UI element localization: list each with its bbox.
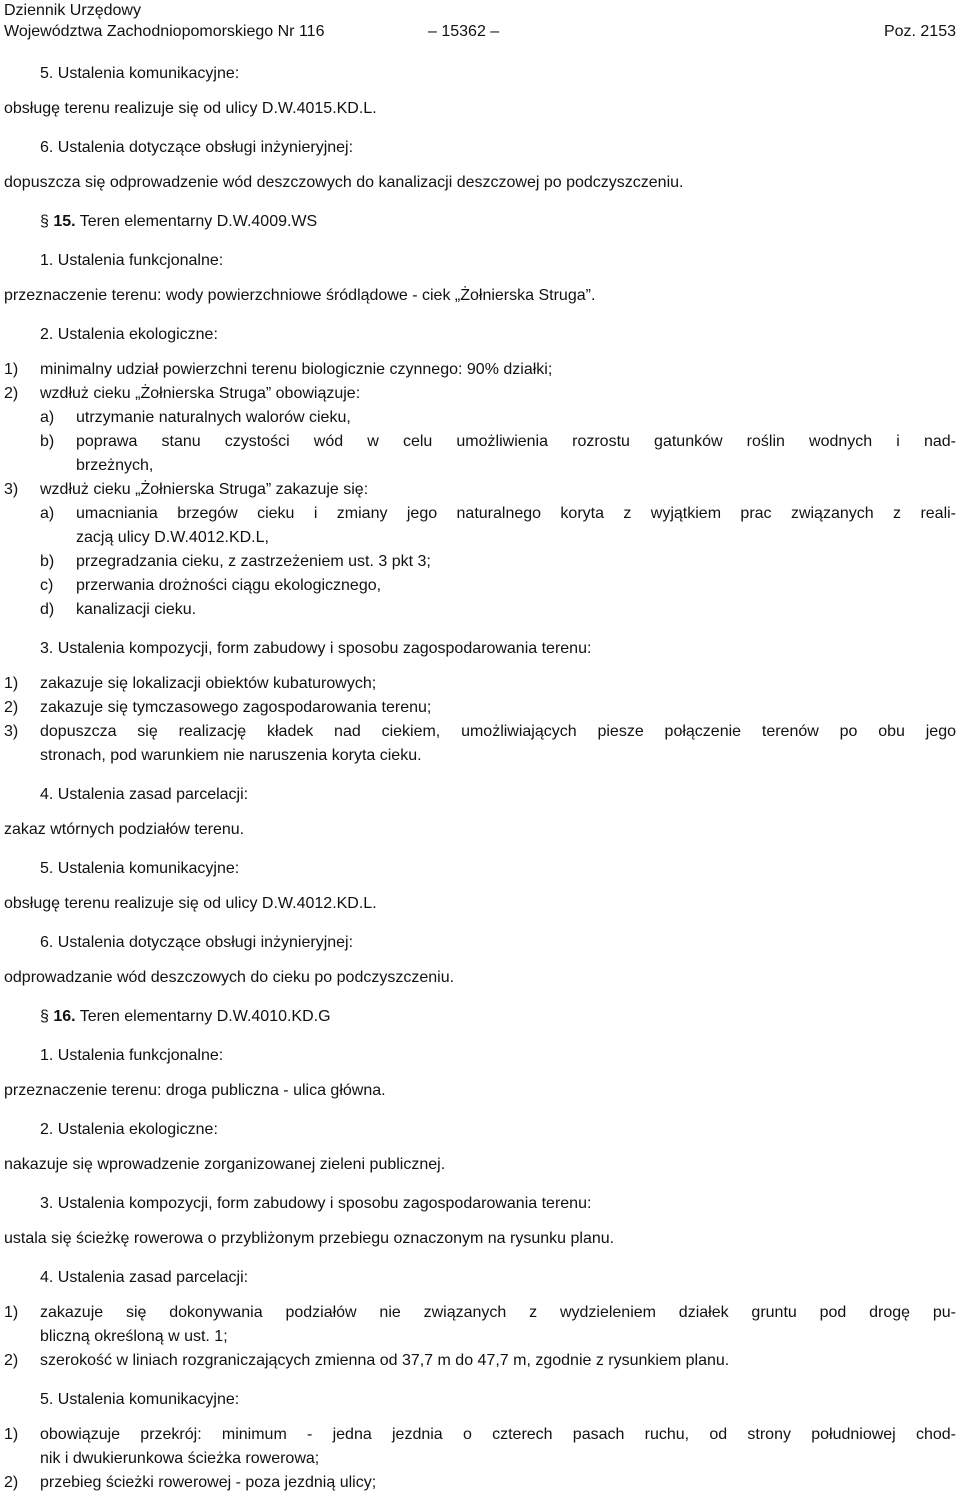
section-sign: § <box>40 1008 49 1025</box>
subsection-heading: 5. Ustalenia komunikacyjne: <box>40 860 240 877</box>
spacer <box>4 86 956 97</box>
subsection-heading: 3. Ustalenia kompozycji, form zabudowy i sposobu zagospodarowania terenu: <box>40 640 592 657</box>
list-item-label: 1) <box>4 1304 19 1321</box>
subsection-heading: 5. Ustalenia komunikacyjne: <box>40 1391 240 1408</box>
spacer <box>4 1216 956 1227</box>
section-title: Teren elementarny D.W.4009.WS <box>79 213 318 230</box>
list-item-text: wzdłuż cieku „Żołnierska Struga” obowiązuje: <box>40 385 361 402</box>
journal-title: Dziennik Urzędowy <box>4 2 141 19</box>
paragraph: obsługę terenu realizuje się od ulicy D.W.4015.KD.L. <box>4 100 377 117</box>
list-item-label: 3) <box>4 481 19 498</box>
list-item-text: minimalny udział powierzchni terenu biologicznie czynnego: 90% działki; <box>40 361 553 378</box>
list-item-text: szerokość w liniach rozgraniczających zmienna od 37,7 m do 47,7 m, zgodnie z rysunkiem planu. <box>40 1352 730 1369</box>
list-item-label: 1) <box>4 1426 19 1443</box>
subsection-heading: 1. Ustalenia funkcjonalne: <box>40 252 224 269</box>
spacer <box>4 121 956 136</box>
spacer <box>4 807 956 818</box>
list-item-text: zakazuje się dokonywania podziałów nie związanych z wydzieleniem działek gruntu pod drogę pu- <box>40 1304 956 1321</box>
sub-list-item <box>4 502 956 550</box>
list-item-text: zakazuje się tymczasowego zagospodarowania terenu; <box>40 699 432 716</box>
paragraph: ustala się ścieżkę rowerowa o przybliżonym przebiegu oznaczonym na rysunku planu. <box>4 1230 615 1247</box>
subsection-heading: 4. Ustalenia zasad parcelacji: <box>40 786 249 803</box>
section-number: 16. <box>53 1008 76 1025</box>
list-item-text: dopuszcza się realizację kładek nad ciekiem, umożliwiających piesze połączenie terenów po obu jego <box>40 723 956 740</box>
sub-list-item-label: b) <box>40 433 55 450</box>
document-body <box>4 62 956 1495</box>
list-item <box>4 1471 956 1495</box>
journal-issue: Województwa Zachodniopomorskiego Nr 116 <box>4 23 325 40</box>
section-heading <box>4 1005 956 1029</box>
spacer <box>4 1068 956 1079</box>
list-item <box>4 696 956 720</box>
subsection-heading: 4. Ustalenia zasad parcelacji: <box>40 1269 249 1286</box>
sub-list-item-text: utrzymanie naturalnych walorów cieku, <box>76 409 351 426</box>
sub-list-item-text: poprawa stanu czystości wód w celu umożliwienia rozrostu gatunków roślin wodnych i nad- <box>76 433 956 450</box>
sub-list-item <box>4 574 956 598</box>
list-item-text: zakazuje się lokalizacji obiektów kubaturowych; <box>40 675 377 692</box>
sub-list-item <box>4 550 956 574</box>
paragraph: dopuszcza się odprowadzenie wód deszczowych do kanalizacji deszczowej po podczyszczeniu. <box>4 174 684 191</box>
spacer <box>4 1142 956 1153</box>
list-item-label: 2) <box>4 385 19 402</box>
subsection-heading: 6. Ustalenia dotyczące obsługi inżynieryjnej: <box>40 139 354 156</box>
list-item-label: 2) <box>4 699 19 716</box>
spacer <box>4 1029 956 1044</box>
sub-list-item-label: a) <box>40 505 55 522</box>
sub-list-item-text: przegradzania cieku, z zastrzeżeniem ust. 3 pkt 3; <box>76 553 431 570</box>
spacer <box>4 622 956 637</box>
paragraph: przeznaczenie terenu: droga publiczna - ulica główna. <box>4 1082 386 1099</box>
subsection-heading: 6. Ustalenia dotyczące obsługi inżynieryjnej: <box>40 934 354 951</box>
page-number: – 15362 – <box>428 23 500 40</box>
list-item-label: 3) <box>4 723 19 740</box>
list-item-label: 2) <box>4 1474 19 1491</box>
spacer <box>4 916 956 931</box>
subsection-heading: 2. Ustalenia ekologiczne: <box>40 1121 218 1138</box>
subsection-heading: 1. Ustalenia funkcjonalne: <box>40 1047 224 1064</box>
sub-list-item-text: kanalizacji cieku. <box>76 601 197 618</box>
list-item-text: przebieg ścieżki rowerowej - poza jezdnią ulicy; <box>40 1474 377 1491</box>
spacer <box>4 234 956 249</box>
sub-list-item <box>4 406 956 430</box>
list-item-label: 2) <box>4 1352 19 1369</box>
spacer <box>4 273 956 284</box>
subsection-heading: 2. Ustalenia ekologiczne: <box>40 326 218 343</box>
subsection-heading: 3. Ustalenia kompozycji, form zabudowy i sposobu zagospodarowania terenu: <box>40 1195 592 1212</box>
spacer <box>4 195 956 210</box>
spacer <box>4 308 956 323</box>
list-item-label: 1) <box>4 361 19 378</box>
paragraph: nakazuje się wprowadzenie zorganizowanej zieleni publicznej. <box>4 1156 446 1173</box>
list-item-text: obowiązuje przekrój: minimum - jedna jezdnia o czterech pasach ruchu, od strony południowej chod- <box>40 1426 956 1443</box>
sub-list-item-text: umacniania brzegów cieku i zmiany jego naturalnego koryta z wyjątkiem prac związanych z reali- <box>76 505 956 522</box>
spacer <box>4 955 956 966</box>
spacer <box>4 1251 956 1266</box>
paragraph: odprowadzanie wód deszczowych do cieku po podczyszczeniu. <box>4 969 455 986</box>
position-number: Poz. 2153 <box>883 23 956 40</box>
sub-list-item-text-cont: zacją ulicy D.W.4012.KD.L, <box>76 529 269 546</box>
sub-list-item-text: przerwania drożności ciągu ekologicznego, <box>76 577 382 594</box>
spacer <box>4 347 956 358</box>
list-item <box>4 382 956 406</box>
spacer <box>4 990 956 1005</box>
sub-list-item-label: b) <box>40 553 55 570</box>
sub-list-item <box>4 598 956 622</box>
spacer <box>4 1412 956 1423</box>
spacer <box>4 881 956 892</box>
sub-list-item-label: d) <box>40 601 55 618</box>
list-item <box>4 672 956 696</box>
paragraph: zakaz wtórnych podziałów terenu. <box>4 821 245 838</box>
list-item-text-cont: bliczną określoną w ust. 1; <box>40 1328 228 1345</box>
section-heading <box>4 210 956 234</box>
list-item <box>4 478 956 502</box>
section-sign: § <box>40 213 49 230</box>
list-item <box>4 1423 956 1471</box>
spacer <box>4 1177 956 1192</box>
spacer <box>4 661 956 672</box>
subsection-heading: 5. Ustalenia komunikacyjne: <box>40 65 240 82</box>
list-item <box>4 358 956 382</box>
list-item-text-cont: stronach, pod warunkiem nie naruszenia koryta cieku. <box>40 747 422 764</box>
list-item-text-cont: nik i dwukierunkowa ścieżka rowerowa; <box>40 1450 320 1467</box>
paragraph: przeznaczenie terenu: wody powierzchniowe śródlądowe - ciek „Żołnierska Struga”. <box>4 287 596 304</box>
list-item-text: wzdłuż cieku „Żołnierska Struga” zakazuje się: <box>40 481 369 498</box>
spacer <box>4 160 956 171</box>
spacer <box>4 1290 956 1301</box>
list-item <box>4 1301 956 1349</box>
spacer <box>4 1373 956 1388</box>
section-title: Teren elementarny D.W.4010.KD.G <box>79 1008 331 1025</box>
spacer <box>4 768 956 783</box>
list-item <box>4 720 956 768</box>
list-item <box>4 1349 956 1373</box>
sub-list-item-label: c) <box>40 577 54 594</box>
spacer <box>4 1103 956 1118</box>
sub-list-item-text-cont: brzeżnych, <box>76 457 154 474</box>
spacer <box>4 842 956 857</box>
section-number: 15. <box>53 213 76 230</box>
sub-list-item-label: a) <box>40 409 55 426</box>
paragraph: obsługę terenu realizuje się od ulicy D.W.4012.KD.L. <box>4 895 377 912</box>
list-item-label: 1) <box>4 675 19 692</box>
sub-list-item <box>4 430 956 478</box>
page-header <box>4 0 956 42</box>
